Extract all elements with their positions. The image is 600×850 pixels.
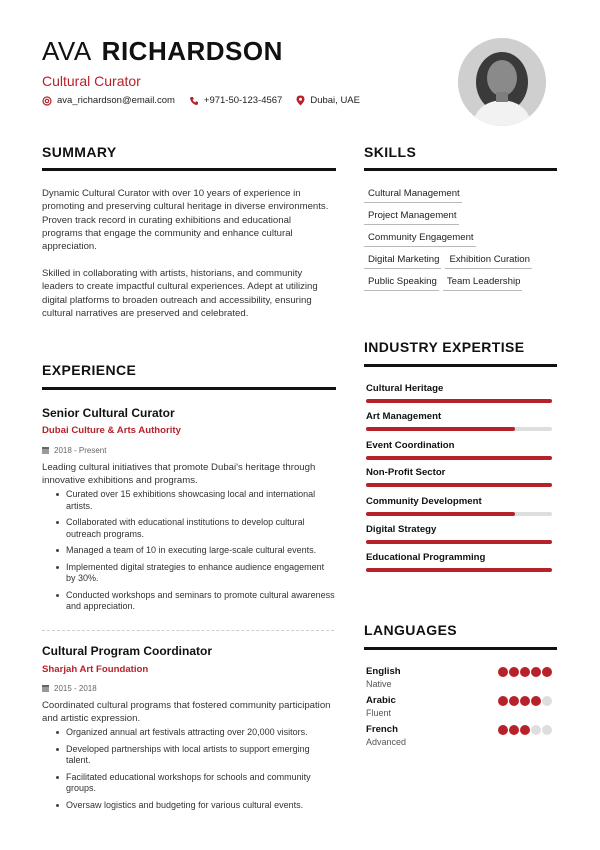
expertise-bar-fill: [366, 568, 552, 572]
skills-heading: SKILLS: [364, 144, 417, 160]
language-rating: [497, 696, 552, 706]
expertise-label: Educational Programming: [366, 552, 486, 563]
at-icon: [42, 96, 52, 106]
skills-rule: [364, 168, 557, 171]
languages-heading: LANGUAGES: [364, 622, 458, 638]
expertise-rule: [364, 364, 557, 367]
phone-text: +971-50-123-4567: [203, 95, 283, 106]
expertise-item: [366, 467, 552, 487]
rating-dot-empty: [542, 696, 552, 706]
experience-rule: [42, 387, 336, 390]
employer-1: Dubai Culture & Arts Authority: [42, 425, 181, 436]
languages-rule: [364, 647, 557, 650]
list-item: Developed partnerships with local artists to support emerging talent.: [56, 744, 336, 767]
skill-tag: Public Speaking: [364, 274, 439, 291]
language-level: Fluent: [366, 708, 392, 718]
job-description-1: Leading cultural initiatives that promote Dubai's heritage through innovative exhibitions and programs.: [42, 462, 316, 486]
expertise-item: [366, 411, 552, 431]
expertise-item: [366, 552, 552, 572]
job-dates-text: 2015 - 2018: [54, 684, 97, 693]
list-item: Managed a team of 10 in executing large-scale cultural events.: [56, 545, 336, 557]
expertise-bar-fill: [366, 427, 515, 431]
language-rating: [497, 667, 552, 677]
skills-list: [364, 186, 560, 291]
expertise-bar-fill: [366, 399, 552, 403]
list-item: Collaborated with educational institutions to develop cultural outreach programs.: [56, 517, 336, 540]
profile-photo: [458, 38, 546, 126]
candidate-name: [42, 36, 283, 67]
contact-bar: [42, 95, 374, 106]
language-rating: [497, 725, 552, 735]
job-dates-text: 2018 - Present: [54, 446, 107, 455]
job-bullets-1: [56, 489, 336, 618]
expertise-label: Art Management: [366, 411, 442, 422]
location-pin-icon: [296, 95, 305, 106]
summary-paragraph-2: Skilled in collaborating with artists, historians, and community leaders to create impactful cultural experiences. Adept at utilizing digital platforms to broaden outreach and accessibility, ensuring cultural narratives are preserved and celebrated.: [42, 268, 318, 319]
expertise-label: Community Development: [366, 496, 482, 507]
job-divider: [42, 630, 334, 631]
expertise-bar: [366, 483, 552, 487]
language-name: Arabic: [366, 695, 396, 706]
rating-dot-empty: [531, 725, 541, 735]
rating-dot-filled: [520, 725, 530, 735]
expertise-item: [366, 440, 552, 460]
rating-dot-filled: [542, 667, 552, 677]
language-item: [366, 724, 556, 747]
language-item: [366, 695, 556, 718]
rating-dot-filled: [520, 667, 530, 677]
rating-dot-filled: [498, 725, 508, 735]
expertise-bar: [366, 512, 552, 516]
job-title-2: Cultural Program Coordinator: [42, 644, 213, 658]
job-title-1: Senior Cultural Curator: [42, 406, 175, 420]
phone-icon: [189, 96, 199, 106]
rating-dot-filled: [520, 696, 530, 706]
expertise-item: [366, 524, 552, 544]
contact-phone[interactable]: [189, 95, 282, 106]
list-item: Implemented digital strategies to enhance audience engagement by 30%.: [56, 562, 336, 585]
expertise-bar: [366, 456, 552, 460]
language-level: Native: [366, 679, 392, 689]
rating-dot-filled: [509, 667, 519, 677]
language-name: French: [366, 724, 398, 735]
expertise-heading: INDUSTRY EXPERTISE: [364, 339, 525, 355]
skill-tag: Project Management: [364, 208, 459, 225]
calendar-icon: [42, 447, 49, 454]
expertise-bar-fill: [366, 456, 552, 460]
skill-tag: Exhibition Curation: [445, 252, 532, 269]
rating-dot-filled: [498, 696, 508, 706]
expertise-item: [366, 383, 552, 403]
skill-tag: Digital Marketing: [364, 252, 441, 269]
expertise-bar-fill: [366, 512, 515, 516]
summary-heading: SUMMARY: [42, 144, 117, 160]
job-title: Cultural Curator: [42, 73, 141, 89]
location-text: Dubai, UAE: [310, 95, 360, 106]
last-name: RICHARDSON: [101, 36, 283, 66]
skill-tag: Team Leadership: [443, 274, 523, 291]
language-item: [366, 666, 556, 689]
skill-tag: Community Engagement: [364, 230, 476, 247]
rating-dot-filled: [509, 725, 519, 735]
expertise-bar: [366, 399, 552, 403]
first-name: AVA: [42, 36, 92, 66]
expertise-bar-fill: [366, 483, 552, 487]
list-item: Organized annual art festivals attracting over 20,000 visitors.: [56, 727, 336, 739]
job-dates-2: [42, 684, 97, 693]
expertise-bar: [366, 568, 552, 572]
list-item: Conducted workshops and seminars to promote cultural awareness and appreciation.: [56, 590, 336, 613]
expertise-label: Event Coordination: [366, 440, 455, 451]
list-item: Curated over 15 exhibitions showcasing local and international artists.: [56, 489, 336, 512]
skill-tag: Cultural Management: [364, 186, 462, 203]
experience-heading: EXPERIENCE: [42, 362, 137, 378]
expertise-bar: [366, 540, 552, 544]
rating-dot-filled: [531, 696, 541, 706]
rating-dot-empty: [542, 725, 552, 735]
job-bullets-2: [56, 727, 336, 816]
list-item: Oversaw logistics and budgeting for various cultural events.: [56, 800, 336, 812]
calendar-icon: [42, 685, 49, 692]
expertise-label: Digital Strategy: [366, 524, 437, 535]
summary-rule: [42, 168, 336, 171]
job-description-2: Coordinated cultural programs that fostered community participation and artistic expression.: [42, 700, 331, 724]
rating-dot-filled: [531, 667, 541, 677]
summary-paragraph-1: Dynamic Cultural Curator with over 10 years of experience in promoting and preserving cultural heritage in diverse environments. Proven track record in curating exhibitions and educational programs that engage the community and enhance cultural appreciation.: [42, 188, 329, 253]
language-name: English: [366, 666, 401, 677]
job-dates-1: [42, 446, 106, 455]
expertise-label: Cultural Heritage: [366, 383, 444, 394]
contact-location: [296, 95, 360, 106]
expertise-bar-fill: [366, 540, 552, 544]
list-item: Facilitated educational workshops for schools and community groups.: [56, 772, 336, 795]
expertise-label: Non-Profit Sector: [366, 467, 446, 478]
expertise-bar: [366, 427, 552, 431]
contact-email[interactable]: [42, 95, 175, 106]
expertise-item: [366, 496, 552, 516]
employer-2: Sharjah Art Foundation: [42, 664, 149, 675]
language-level: Advanced: [366, 737, 407, 747]
email-text: ava_richardson@email.com: [57, 95, 175, 106]
rating-dot-filled: [509, 696, 519, 706]
rating-dot-filled: [498, 667, 508, 677]
